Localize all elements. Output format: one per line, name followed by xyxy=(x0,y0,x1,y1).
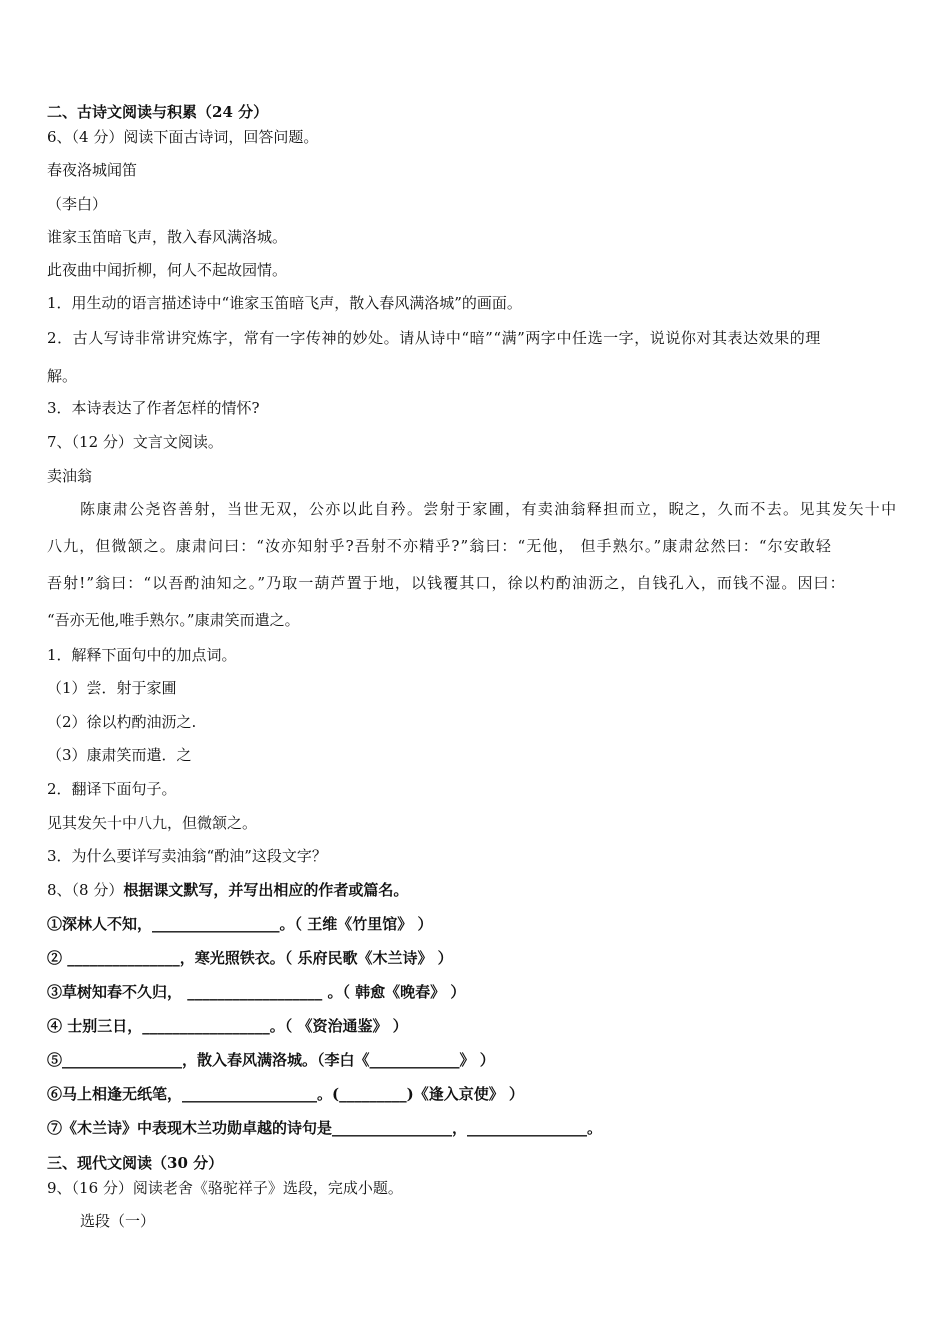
question-8-instruction: 根据课文默写，并写出相应的作者或篇名。 xyxy=(123,881,409,899)
excerpt-title: 选段（一） xyxy=(80,1212,156,1230)
dictation-item-1: ①深林人不知，_________________。（ 王维《竹里馆》 ） xyxy=(47,915,433,933)
prose-paragraph-line-3: 吾射!”翁曰：“以吾酌油知之。”乃取一葫芦置于地，以钱覆其口，徐以杓酌油沥之，自钱孔入，而钱不湿。因曰： xyxy=(47,574,846,592)
question-7-sub-3: 3．为什么要详写卖油翁“酌油”这段文字？ xyxy=(47,847,327,865)
poem-author: （李白） xyxy=(47,195,108,213)
dictation-item-2: ② _______________，寒光照铁衣。（ 乐府民歌《木兰诗》 ） xyxy=(47,949,453,967)
question-7-sub-1-item-3: （3）康肃笑而遣．之 xyxy=(47,746,192,764)
prose-paragraph-line-1: 陈康肃公尧咨善射，当世无双，公亦以此自矜。尝射于家圃，有卖油翁释担而立，睨之，久而不去。见其发矢十中 xyxy=(80,500,898,518)
question-7-sub-2-text: 见其发矢十中八九，但微颔之。 xyxy=(47,814,258,832)
poem-line-2: 此夜曲中闻折柳，何人不起故园情。 xyxy=(47,261,288,279)
poem-title: 春夜洛城闻笛 xyxy=(47,161,138,179)
question-7-sub-1: 1．解释下面句中的加点词。 xyxy=(47,646,237,664)
question-8-stem xyxy=(47,880,408,900)
question-6-sub-2: 2．古人写诗非常讲究炼字，常有一字传神的妙处。请从诗中“暗”“满”两字中任选一字，说说你对其表达效果的理 xyxy=(47,329,821,347)
question-6-stem: 6、（4 分）阅读下面古诗词，回答问题。 xyxy=(47,128,319,146)
poem-line-1: 谁家玉笛暗飞声，散入春风满洛城。 xyxy=(47,228,288,246)
prose-paragraph-line-4: “吾亦无他,唯手熟尔。”康肃笑而遣之。 xyxy=(47,611,300,629)
dictation-item-3: ③草树知春不久归， __________________ 。（ 韩愈《晚春》 ） xyxy=(47,983,466,1001)
dictation-item-7: ⑦《木兰诗》中表现木兰功勋卓越的诗句是________________，________________。 xyxy=(47,1119,603,1137)
question-7-sub-1-item-1: （1）尝．射于家圃 xyxy=(47,679,177,697)
prose-title: 卖油翁 xyxy=(47,467,93,485)
question-7-sub-2: 2．翻译下面句子。 xyxy=(47,780,177,798)
section-heading-2: 二、古诗文阅读与积累（24 分） xyxy=(47,103,269,121)
question-6-sub-1: 1．用生动的语言描述诗中“谁家玉笛暗飞声，散入春风满洛城”的画面。 xyxy=(47,294,522,312)
question-9-stem: 9、（16 分）阅读老舍《骆驼祥子》选段，完成小题。 xyxy=(47,1179,403,1197)
question-7-sub-1-item-2: （2）徐以杓酌油沥之. xyxy=(47,713,197,731)
question-6-sub-2-cont: 解。 xyxy=(47,367,78,385)
dictation-item-5: ⑤________________，散入春风满洛城。（李白《____________》 ） xyxy=(47,1051,495,1069)
prose-paragraph-line-2: 八九，但微颔之。康肃问曰：“汝亦知射乎?吾射不亦精乎?”翁曰：“无他， 但手熟尔。”康肃忿然曰：“尔安敢轻 xyxy=(47,537,832,555)
dictation-item-4: ④ 士别三日，_________________。（ 《资治通鉴》 ） xyxy=(47,1017,408,1035)
question-7-stem: 7、（12 分）文言文阅读。 xyxy=(47,433,223,451)
question-6-sub-3: 3．本诗表达了作者怎样的情怀? xyxy=(47,399,260,417)
question-8-number: 8、（8 分） xyxy=(47,881,124,899)
dictation-item-6: ⑥马上相逢无纸笔，__________________。(_________)《逢入京使》 ） xyxy=(47,1085,524,1103)
section-heading-3: 三、现代文阅读（30 分） xyxy=(47,1154,224,1172)
